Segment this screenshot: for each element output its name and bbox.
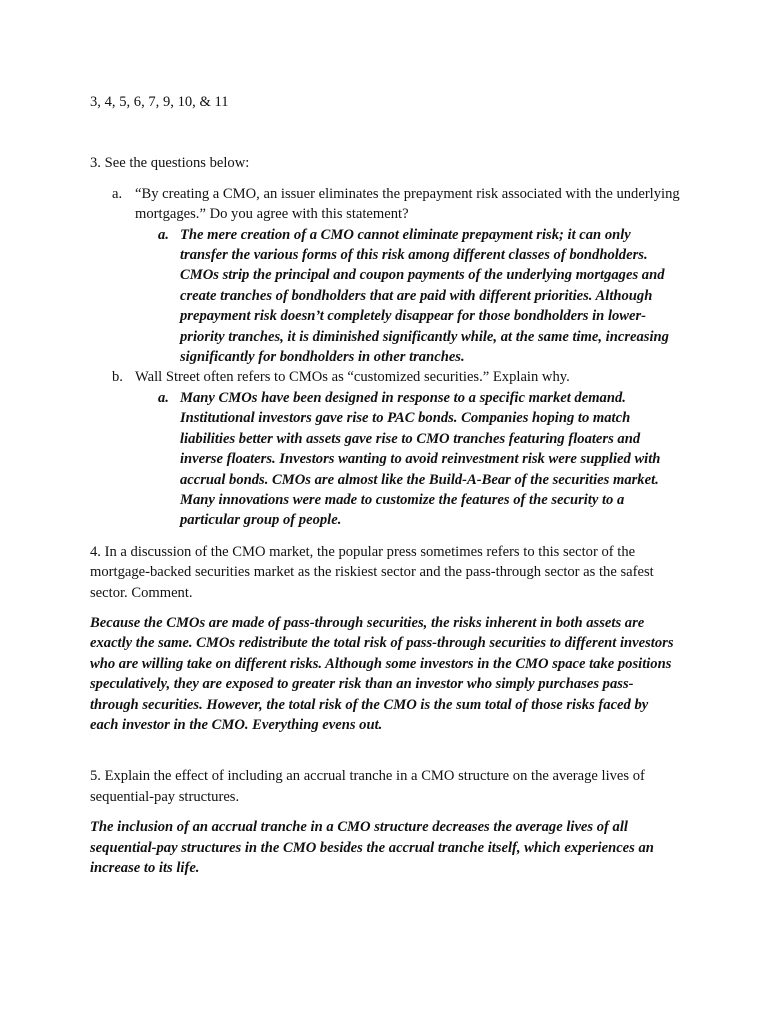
question-3a-text: “By creating a CMO, an issuer eliminates the prepayment risk associated with the underlying mortgages.” Do you agree with this statement? <box>135 185 680 223</box>
answer-marker: a. <box>158 389 169 406</box>
question-3b <box>90 367 680 387</box>
question-3-intro: 3. See the questions below: <box>90 155 250 172</box>
answer-3b <box>90 388 680 531</box>
list-marker: b. <box>112 369 123 386</box>
list-marker: a. <box>112 185 123 202</box>
question-3b-text: Wall Street often refers to CMOs as “customized securities.” Explain why. <box>135 369 570 386</box>
question-5: 5. Explain the effect of including an accrual tranche in a CMO structure on the average lives of sequential-pay structures. <box>90 768 645 805</box>
answer-4: Because the CMOs are made of pass-through securities, the risks inherent in both assets are exactly the same. CMOs redistribute the total risk of pass-through securities to different investors who are willing take on different risks. Although some investors in the CMO space take positions speculatively, they are exposed to greater risk than an investor who simply purchases pass-through securities. However, the total risk of the CMO is the sum total of those risks faced by each investor in the CMO. Everything evens out. <box>90 614 674 733</box>
question-4: 4. In a discussion of the CMO market, the popular press sometimes refers to this sector of the mortgage-backed securities market as the riskiest sector and the pass-through sector as the safest sector. Comment. <box>90 543 654 601</box>
answer-3a-text: The mere creation of a CMO cannot eliminate prepayment risk; it can only transfer the various forms of this risk among different classes of bondholders. CMOs strip the principal and coupon payments of the underlying mortgages and create tranches of bondholders that are paid with different priorities. Although prepayment risk doesn’t completely disappear for those bondholders in lower-priority tranches, it is diminished significantly while, at the same time, increasing significantly for bondholders in other tranches. <box>180 226 669 366</box>
answer-5: The inclusion of an accrual tranche in a CMO structure decreases the average lives of all sequential-pay structures in the CMO besides the accrual tranche itself, which experiences an increase to its life. <box>90 819 654 876</box>
document-page <box>90 92 680 878</box>
answer-3a <box>90 225 680 368</box>
answer-marker: a. <box>158 226 169 243</box>
answer-3b-text: Many CMOs have been designed in response to a specific market demand. Institutional investors gave rise to PAC bonds. Companies hoping to match liabilities better with assets gave rise to CMO tranches featuring floaters and inverse floaters. Investors wanting to avoid reinvestment risk were supplied with accrual bonds. CMOs are almost like the Build-A-Bear of the securities market. Many innovations were made to customize the features of the security to a particular group of people. <box>180 389 661 529</box>
question-3-list <box>90 184 680 531</box>
assigned-problems-line: 3, 4, 5, 6, 7, 9, 10, & 11 <box>90 94 229 110</box>
question-3a <box>90 184 680 225</box>
